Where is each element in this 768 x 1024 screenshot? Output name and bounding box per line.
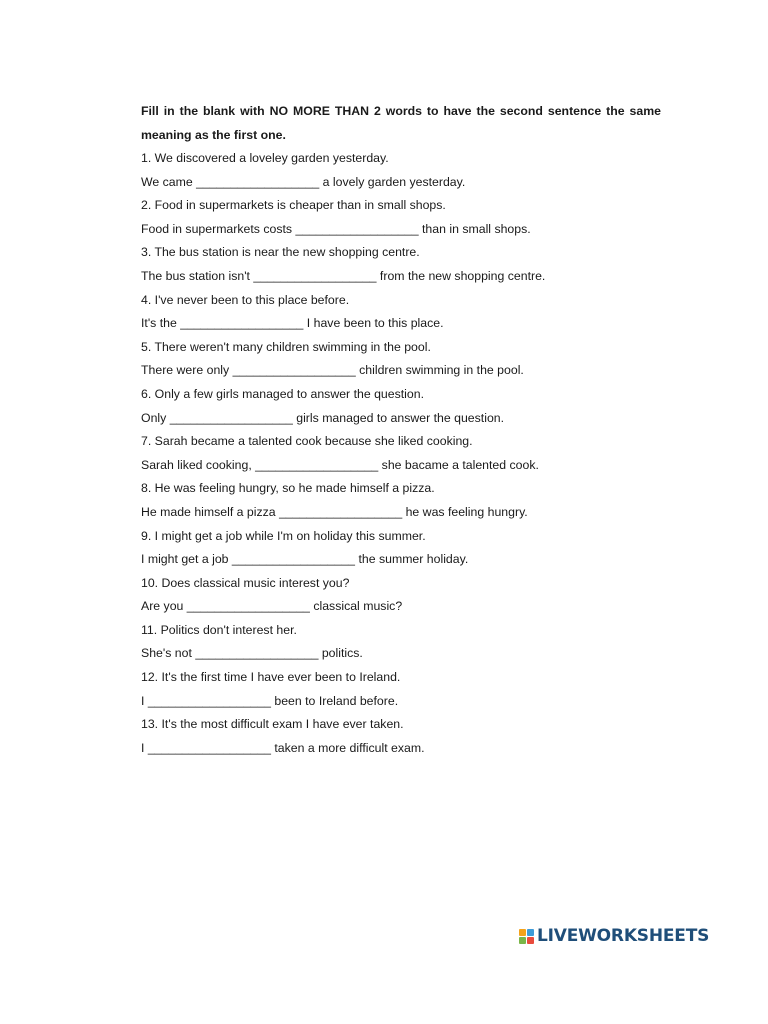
- rewrite-after-text: children swimming in the pool.: [355, 363, 524, 378]
- exercise-rewrite-sentence: [141, 642, 661, 666]
- exercise-original-sentence: 7. Sarah became a talented cook because she liked cooking.: [141, 434, 473, 449]
- exercise-original-sentence: 4. I've never been to this place before.: [141, 292, 350, 307]
- exercise-rewrite-sentence: [141, 265, 661, 289]
- exercise-original-sentence: 5. There weren't many children swimming in the pool.: [141, 339, 431, 354]
- exercise-original-sentence: 13. It's the most difficult exam I have ever taken.: [141, 717, 404, 732]
- logo-square: [527, 929, 534, 936]
- exercise-original-sentence: 10. Does classical music interest you?: [141, 575, 350, 590]
- worksheet: [141, 100, 661, 760]
- logo-square: [519, 929, 526, 936]
- exercise-original-sentence: 1. We discovered a loveley garden yesterday.: [141, 151, 389, 165]
- exercise-rewrite-sentence: [141, 218, 661, 242]
- exercise-rewrite-sentence: [141, 312, 661, 336]
- logo-square: [519, 937, 526, 944]
- liveworksheets-logo: [519, 925, 709, 947]
- answer-blank[interactable]: __________________: [279, 504, 403, 519]
- exercise-rewrite-sentence: [141, 595, 661, 619]
- rewrite-before-text: Are you: [141, 599, 187, 614]
- rewrite-after-text: classical music?: [309, 599, 403, 614]
- exercise-original-sentence: 6. Only a few girls managed to answer the question.: [141, 386, 424, 401]
- rewrite-after-text: politics.: [318, 646, 363, 661]
- logo-text: LIVEWORKSHEETS: [537, 926, 710, 946]
- rewrite-after-text: than in small shops.: [418, 221, 531, 236]
- rewrite-before-text: I: [141, 693, 148, 708]
- rewrite-after-text: she bacame a talented cook.: [378, 457, 539, 472]
- answer-blank[interactable]: __________________: [295, 221, 419, 236]
- rewrite-after-text: he was feeling hungry.: [402, 504, 528, 519]
- answer-blank[interactable]: __________________: [147, 693, 271, 708]
- rewrite-before-text: Food in supermarkets costs: [141, 221, 296, 236]
- logo-mark-icon: [519, 929, 534, 944]
- answer-blank[interactable]: __________________: [232, 363, 356, 378]
- rewrite-after-text: taken a more difficult exam.: [270, 740, 425, 755]
- logo-square: [527, 937, 534, 944]
- rewrite-after-text: from the new shopping centre.: [376, 268, 546, 283]
- answer-blank[interactable]: __________________: [186, 599, 310, 614]
- instructions: Fill in the blank with NO MORE THAN 2 words to have the second sentence the same meaning as the first one.: [141, 104, 661, 142]
- exercise-rewrite-sentence: [141, 454, 661, 478]
- rewrite-before-text: I might get a job: [141, 552, 232, 567]
- exercise-rewrite-sentence: [141, 359, 661, 383]
- exercise-list: [141, 147, 661, 760]
- rewrite-before-text: There were only: [141, 363, 233, 378]
- exercise-original-sentence: 12. It's the first time I have ever been to Ireland.: [141, 670, 401, 685]
- rewrite-before-text: It's the: [141, 316, 181, 331]
- exercise-rewrite-sentence: [141, 501, 661, 525]
- exercise-rewrite-sentence: [141, 407, 661, 431]
- answer-blank[interactable]: __________________: [253, 268, 377, 283]
- answer-blank[interactable]: __________________: [169, 410, 293, 425]
- rewrite-before-text: She's not: [141, 646, 196, 661]
- exercise-original-sentence: 11. Politics don't interest her.: [141, 622, 297, 637]
- exercise-original-sentence: 2. Food in supermarkets is cheaper than in small shops.: [141, 198, 446, 213]
- rewrite-before-text: He made himself a pizza: [141, 504, 280, 519]
- answer-blank[interactable]: __________________: [196, 174, 320, 189]
- rewrite-after-text: I have been to this place.: [303, 316, 444, 331]
- rewrite-after-text: girls managed to answer the question.: [292, 410, 505, 425]
- rewrite-before-text: Only: [141, 410, 170, 425]
- exercise-rewrite-sentence: [141, 690, 661, 714]
- rewrite-before-text: I: [141, 740, 148, 755]
- exercise-rewrite-sentence: [141, 171, 661, 195]
- rewrite-before-text: Sarah liked cooking,: [141, 457, 256, 472]
- rewrite-before-text: We came: [141, 174, 197, 189]
- exercise-rewrite-sentence: [141, 737, 661, 761]
- rewrite-before-text: The bus station isn't: [141, 268, 254, 283]
- rewrite-after-text: been to Ireland before.: [270, 693, 399, 708]
- exercise-rewrite-sentence: [141, 548, 661, 572]
- answer-blank[interactable]: __________________: [255, 457, 379, 472]
- answer-blank[interactable]: __________________: [147, 740, 271, 755]
- exercise-original-sentence: 3. The bus station is near the new shopping centre.: [141, 245, 420, 260]
- answer-blank[interactable]: __________________: [180, 316, 304, 331]
- answer-blank[interactable]: __________________: [195, 646, 319, 661]
- rewrite-after-text: the summer holiday.: [355, 552, 469, 567]
- rewrite-after-text: a lovely garden yesterday.: [319, 174, 466, 189]
- exercise-original-sentence: 8. He was feeling hungry, so he made himself a pizza.: [141, 481, 435, 496]
- answer-blank[interactable]: __________________: [231, 552, 356, 567]
- exercise-original-sentence: 9. I might get a job while I'm on holiday this summer.: [141, 528, 426, 543]
